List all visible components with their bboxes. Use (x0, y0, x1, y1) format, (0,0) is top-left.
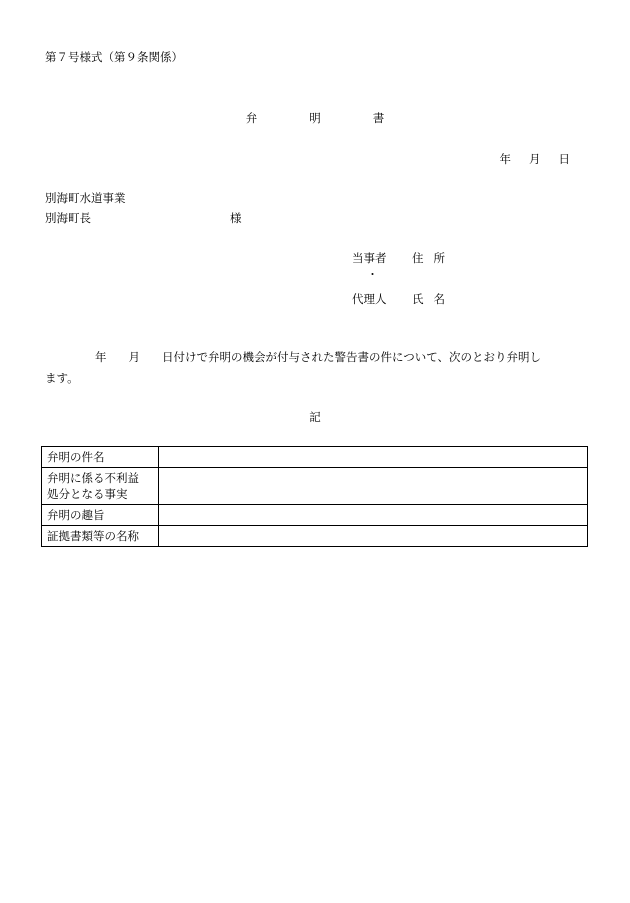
table-row (42, 505, 588, 526)
table-row (42, 526, 588, 547)
date-line (500, 151, 571, 167)
table-label: 弁明の件名 (42, 447, 159, 468)
body-text-line1 (95, 349, 541, 365)
principal-label: 当事者 (352, 251, 387, 265)
table-value-field[interactable] (159, 526, 588, 547)
table-label: 証拠書類等の名称 (42, 526, 159, 547)
party-separator: ・ (367, 268, 378, 281)
agent-row (352, 291, 445, 307)
table-label-line: 処分となる事実 (47, 487, 128, 501)
title-char: 明 (309, 111, 321, 125)
details-table (41, 446, 588, 547)
table-value-field[interactable] (159, 468, 588, 505)
address-char: 所 (433, 251, 445, 265)
body-month: 月 (128, 350, 140, 364)
table-label (42, 468, 159, 505)
addressee-line2: 別海町長 (45, 211, 91, 225)
title-char: 弁 (245, 111, 258, 125)
form-number: 第７号様式（第９条関係） (45, 50, 183, 64)
name-char: 名 (433, 292, 445, 306)
table-label: 弁明の趣旨 (42, 505, 159, 526)
addressee-honorific: 様 (230, 211, 242, 225)
address-char: 住 (412, 251, 424, 265)
table-value-field[interactable] (159, 505, 588, 526)
addressee-line1: 別海町水道事業 (45, 191, 126, 205)
body-text-line2: ます。 (45, 371, 79, 385)
body-year: 年 (95, 350, 107, 364)
agent-label: 代理人 (352, 292, 387, 306)
title-char: 書 (372, 111, 385, 125)
name-char: 氏 (412, 292, 424, 306)
document-title (0, 110, 630, 126)
date-day: 日 (558, 152, 570, 166)
table-value-field[interactable] (159, 447, 588, 468)
ki-heading: 記 (309, 410, 321, 424)
body-text: 日付けで弁明の機会が付与された警告書の件について、次のとおり弁明し (162, 350, 542, 364)
table-row (42, 447, 588, 468)
date-month: 月 (529, 152, 541, 166)
principal-row (352, 250, 445, 266)
date-year: 年 (499, 152, 511, 166)
table-label-line: 弁明に係る不利益 (47, 471, 139, 485)
table-row (42, 468, 588, 505)
